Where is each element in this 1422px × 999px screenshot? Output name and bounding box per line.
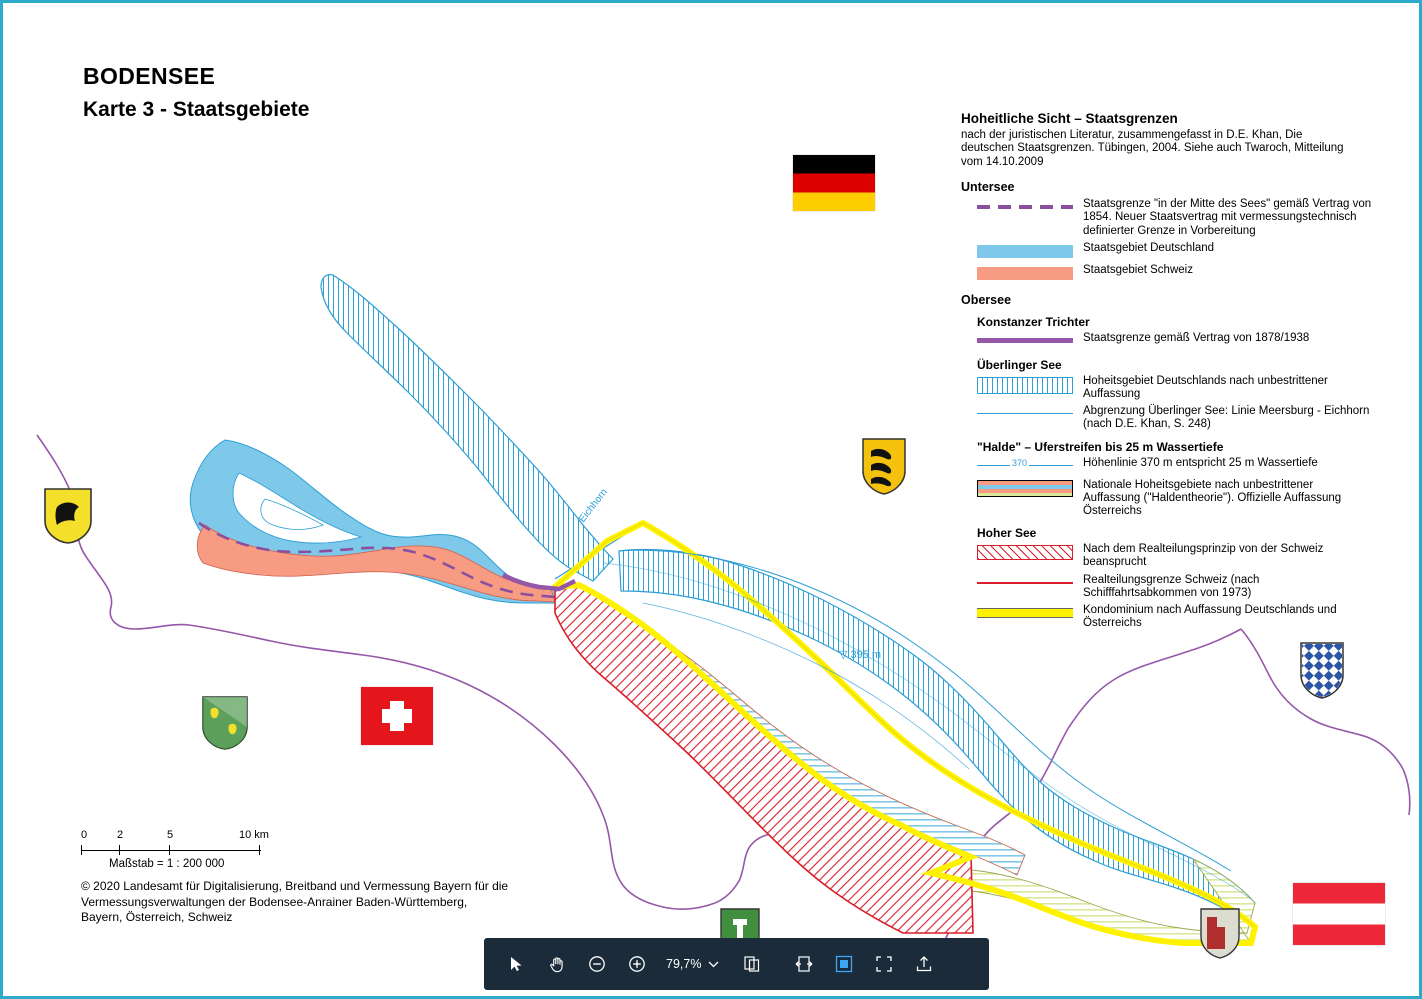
zoom-out-button[interactable] xyxy=(578,945,616,983)
map-canvas[interactable] xyxy=(3,3,1419,996)
legend-title: Hoheitliche Sicht – Staatsgrenzen xyxy=(961,111,1178,126)
legend-subgroup-halde: "Halde" – Uferstreifen bis 25 m Wassertiefe xyxy=(977,439,1224,454)
legend-key-thin-blue-line xyxy=(977,405,1073,423)
legend-group-untersee: Untersee xyxy=(961,180,1015,195)
zoom-in-icon xyxy=(627,954,647,974)
zoom-level-value[interactable]: 79,7% xyxy=(666,957,702,971)
legend xyxy=(961,111,1381,634)
viewer-toolbar xyxy=(484,938,989,990)
coat-of-arms-thurgau xyxy=(201,695,249,751)
flag-switzerland xyxy=(361,687,433,745)
legend-key-halde-bands xyxy=(977,479,1073,497)
legend-item-untersee-switzerland xyxy=(961,264,1381,282)
legend-label: Nationale Hoheitsgebiete nach unbestrittener Auffassung ("Haldentheorie"). Offizielle Auffassung Österreichs xyxy=(1083,478,1342,518)
legend-item-contour-370 xyxy=(961,457,1381,475)
export-button[interactable] xyxy=(905,945,943,983)
hand-icon xyxy=(548,955,567,974)
scale-tick-10: 10 km xyxy=(239,829,269,841)
pan-tool[interactable] xyxy=(538,945,576,983)
chevron-down-icon[interactable] xyxy=(705,945,721,983)
page-title: BODENSEE xyxy=(83,63,216,89)
legend-item-halde-national-areas xyxy=(961,479,1381,519)
flag-austria xyxy=(1293,883,1385,945)
legend-group-obersee: Obersee xyxy=(961,292,1012,307)
legend-label: Abgrenzung Überlinger See: Linie Meersburg - Eichhorn (nach D.E. Khan, S. 248) xyxy=(1083,405,1370,431)
fit-width-button[interactable] xyxy=(785,945,823,983)
legend-item-ueberlinger-german-area xyxy=(961,375,1381,401)
legend-label: Staatsgrenze gemäß Vertrag von 1878/1938 xyxy=(1083,331,1310,344)
legend-subgroup-ueberlinger-see: Überlinger See xyxy=(977,357,1062,372)
legend-key-red-line xyxy=(977,574,1073,592)
legend-label: Realteilungsgrenze Schweiz (nach Schifffahrtsabkommen von 1973) xyxy=(1083,573,1260,599)
map-depth-marker: ▽ 395 m xyxy=(839,649,882,661)
legend-subgroup-hoher-see: Hoher See xyxy=(977,526,1037,541)
legend-label: Staatsgrenze "in der Mitte des Sees" gemäß Vertrag von 1854. Neuer Staatsvertrag mit vermessungstechnisch definierter Grenze in Vorbereitung xyxy=(1083,198,1372,237)
export-icon xyxy=(914,954,934,974)
legend-key-contour-value: 370 xyxy=(1012,457,1028,468)
coat-of-arms-vorarlberg xyxy=(1199,907,1241,959)
legend-item-swiss-partition-line xyxy=(961,574,1381,600)
copy-button[interactable] xyxy=(733,945,771,983)
zoom-out-icon xyxy=(587,954,607,974)
legend-key-thick-purple xyxy=(977,332,1073,350)
scale-tick-5: 5 xyxy=(167,829,174,841)
legend-item-trichter-border xyxy=(961,332,1381,350)
legend-label: Kondominium nach Auffassung Deutschlands und Österreichs xyxy=(1083,604,1337,630)
legend-key-solid-salmon xyxy=(977,264,1073,282)
map-label-eichhorn: Eichhorn xyxy=(577,486,610,525)
legend-key-solid-blue xyxy=(977,242,1073,260)
coat-of-arms-schaffhausen xyxy=(43,487,93,545)
page-subtitle: Karte 3 - Staatsgebiete xyxy=(83,98,310,121)
legend-item-swiss-claim xyxy=(961,543,1381,569)
map-title-block xyxy=(83,61,309,125)
fullscreen-button[interactable] xyxy=(865,945,903,983)
legend-label: Staatsgebiet Deutschland xyxy=(1083,241,1215,254)
coat-of-arms-baden-wuerttemberg xyxy=(861,437,907,495)
zoom-in-button[interactable] xyxy=(618,945,656,983)
legend-key-contour-line xyxy=(977,457,1073,475)
cursor-icon xyxy=(508,955,526,973)
copyright-notice: © 2020 Landesamt für Digitalisierung, Breitband und Vermessung Bayern für die Vermessungsverwaltungen der Bodensee-Anrainer Baden-Württemberg, Bayern, Österreich, Schweiz xyxy=(81,879,509,924)
scale-bar-block xyxy=(81,829,301,870)
fullscreen-icon xyxy=(874,954,894,974)
legend-item-ueberlinger-boundary-line xyxy=(961,405,1381,431)
scale-bar-graphic xyxy=(81,845,261,855)
scale-tick-2: 2 xyxy=(117,829,124,841)
legend-key-dashed-purple xyxy=(977,198,1073,216)
legend-label: Hoheitsgebiet Deutschlands nach unbestrittener Auffassung xyxy=(1083,374,1328,401)
legend-key-vertical-hatch xyxy=(977,375,1073,393)
fit-page-button[interactable] xyxy=(825,945,863,983)
legend-item-untersee-germany xyxy=(961,242,1381,260)
legend-item-condominium xyxy=(961,604,1381,630)
legend-subgroup-konstanzer-trichter: Konstanzer Trichter xyxy=(977,314,1090,329)
chevron-down-glyph xyxy=(708,960,719,968)
legend-label: Nach dem Realteilungsprinzip von der Schweiz beansprucht xyxy=(1083,543,1324,569)
fit-width-icon xyxy=(794,954,814,974)
coat-of-arms-bayern xyxy=(1299,641,1345,699)
copy-icon xyxy=(742,954,762,974)
legend-key-red-hatch xyxy=(977,543,1073,561)
scale-tick-0: 0 xyxy=(81,829,88,841)
legend-key-yellow-line xyxy=(977,604,1073,622)
flag-germany xyxy=(793,155,875,211)
legend-item-untersee-border xyxy=(961,198,1381,238)
legend-note: nach der juristischen Literatur, zusammengefasst in D.E. Khan, Die deutschen Staatsgrenzen. Tübingen, 2004. Siehe auch Twaroch, Mitteilung vom 14.10.2009 xyxy=(961,129,1344,168)
legend-label: Staatsgebiet Schweiz xyxy=(1083,263,1193,276)
legend-label: Höhenlinie 370 m entspricht 25 m Wassertiefe xyxy=(1083,456,1318,469)
select-tool[interactable] xyxy=(498,945,536,983)
fit-page-icon xyxy=(834,954,854,974)
scale-caption: Maßstab = 1 : 200 000 xyxy=(109,858,225,870)
scale-bar-ticks xyxy=(81,829,301,843)
